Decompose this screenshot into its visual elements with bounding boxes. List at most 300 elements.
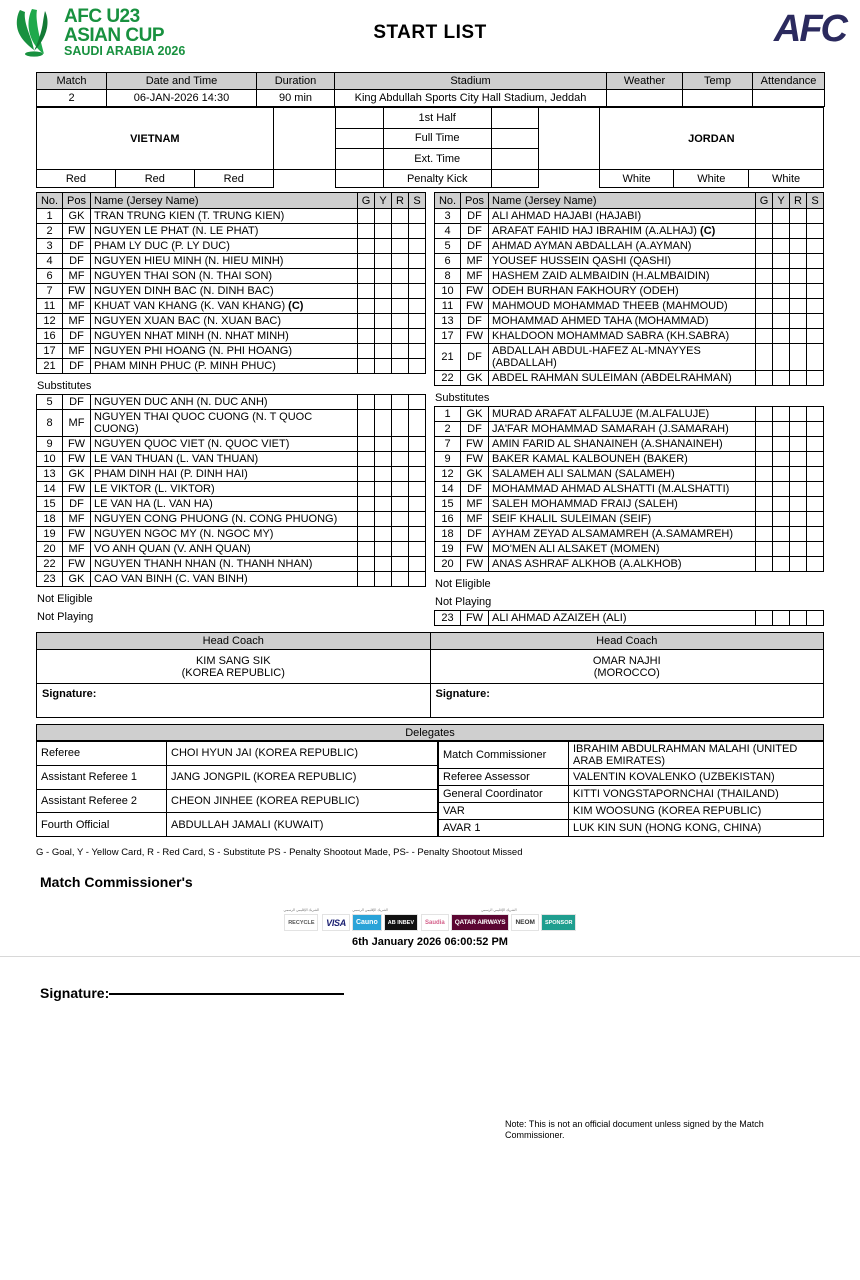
player-number: 12: [435, 467, 461, 482]
label-1st-half: 1st Half: [383, 108, 491, 129]
player-name: KHALDOON MOHAMMAD SABRA (KH.SABRA): [489, 329, 756, 344]
player-number: 18: [37, 512, 63, 527]
player-goal-cell: [756, 557, 773, 572]
player-goal-cell: [358, 224, 375, 239]
player-yellow-cell: [773, 611, 790, 626]
player-red-cell: [790, 497, 807, 512]
player-yellow-cell: [773, 329, 790, 344]
player-sub-cell: [409, 209, 426, 224]
player-name: NGUYEN PHI HOANG (N. PHI HOANG): [91, 344, 358, 359]
away-coach-name: OMAR NAJHI: [592, 654, 661, 667]
player-position: MF: [63, 314, 91, 329]
delegate-row: [439, 769, 824, 786]
player-sub-cell: [807, 371, 824, 386]
player-position: DF: [461, 422, 489, 437]
player-number: 22: [37, 557, 63, 572]
sponsor-caption: الشريك الإقليمي الرسمي: [283, 908, 320, 912]
col-duration: Duration: [257, 73, 335, 90]
delegate-person: LUK KIN SUN (HONG KONG, CHINA): [569, 820, 824, 837]
player-yellow-cell: [375, 209, 392, 224]
player-row: [37, 482, 426, 497]
delegate-row: [439, 742, 824, 769]
player-yellow-cell: [375, 359, 392, 374]
player-goal-cell: [756, 371, 773, 386]
delegate-role: Match Commissioner: [439, 742, 569, 769]
player-goal-cell: [358, 542, 375, 557]
player-number: 23: [435, 611, 461, 626]
delegate-person: IBRAHIM ABDULRAHMAN MALAHI (UNITED ARAB EMIRATES): [569, 742, 824, 769]
th-sub: S: [409, 193, 426, 209]
th-yellow: Y: [773, 193, 790, 209]
player-row: [435, 422, 824, 437]
player-sub-cell: [807, 497, 824, 512]
sponsor-logo-recycle: RECYCLE: [284, 914, 318, 931]
player-sub-cell: [807, 299, 824, 314]
player-yellow-cell: [773, 467, 790, 482]
player-sub-cell: [409, 527, 426, 542]
player-sub-cell: [807, 512, 824, 527]
delegate-row: [37, 742, 438, 766]
player-position: DF: [63, 497, 91, 512]
player-position: FW: [63, 224, 91, 239]
player-yellow-cell: [375, 512, 392, 527]
player-red-cell: [790, 344, 807, 371]
player-yellow-cell: [375, 224, 392, 239]
player-yellow-cell: [375, 467, 392, 482]
player-red-cell: [790, 542, 807, 557]
player-yellow-cell: [773, 371, 790, 386]
player-red-cell: [790, 512, 807, 527]
player-name: ABDALLAH ABDUL-HAFEZ AL-MNAYYES (ABDALLAH): [489, 344, 756, 371]
match-commissioner-label: Match Commissioner's: [40, 874, 193, 890]
col-attendance: Attendance: [753, 73, 825, 90]
player-row: [435, 371, 824, 386]
th-red: R: [790, 193, 807, 209]
match-temp: [683, 90, 753, 107]
player-sub-cell: [409, 497, 426, 512]
delegate-row: [37, 813, 438, 837]
player-yellow-cell: [375, 395, 392, 410]
away-not-playing-body: [435, 611, 824, 626]
player-sub-cell: [409, 557, 426, 572]
player-yellow-cell: [375, 482, 392, 497]
captain-marker: (C): [696, 225, 716, 237]
coach-header-row: [37, 633, 824, 650]
player-sub-cell: [807, 482, 824, 497]
player-goal-cell: [358, 527, 375, 542]
player-red-cell: [790, 269, 807, 284]
footer-divider: [0, 956, 860, 957]
player-red-cell: [392, 512, 409, 527]
away-starters-table: [434, 192, 824, 386]
player-number: 3: [37, 239, 63, 254]
player-number: 11: [435, 299, 461, 314]
player-yellow-cell: [773, 512, 790, 527]
delegate-row: [37, 765, 438, 789]
player-yellow-cell: [375, 344, 392, 359]
home-substitutes-label: Substitutes: [37, 380, 92, 392]
player-red-cell: [392, 542, 409, 557]
player-position: DF: [63, 329, 91, 344]
sponsor-group: [322, 908, 418, 931]
player-position: FW: [63, 482, 91, 497]
player-name: BAKER KAMAL KALBOUNEH (BAKER): [489, 452, 756, 467]
player-row: [435, 314, 824, 329]
player-number: 2: [435, 422, 461, 437]
generated-timestamp: 6th January 2026 06:00:52 PM: [352, 936, 508, 948]
player-goal-cell: [358, 269, 375, 284]
player-position: DF: [461, 344, 489, 371]
player-red-cell: [790, 482, 807, 497]
player-sub-cell: [409, 572, 426, 587]
player-goal-cell: [756, 314, 773, 329]
player-position: MF: [63, 410, 91, 437]
player-goal-cell: [756, 284, 773, 299]
player-number: 17: [435, 329, 461, 344]
player-row: [37, 512, 426, 527]
player-goal-cell: [358, 299, 375, 314]
player-name: ARAFAT FAHID HAJ IBRAHIM (A.ALHAJ) (C): [489, 224, 756, 239]
player-sub-cell: [409, 395, 426, 410]
player-number: 20: [435, 557, 461, 572]
player-row: [37, 314, 426, 329]
logo-line-2: ASIAN CUP: [64, 24, 165, 46]
player-red-cell: [392, 224, 409, 239]
home-score-penalty: [335, 170, 383, 188]
player-goal-cell: [756, 611, 773, 626]
player-goal-cell: [756, 269, 773, 284]
player-name: MAHMOUD MOHAMMAD THEEB (MAHMOUD): [489, 299, 756, 314]
player-red-cell: [392, 269, 409, 284]
player-red-cell: [392, 329, 409, 344]
player-position: FW: [461, 437, 489, 452]
player-goal-cell: [756, 482, 773, 497]
away-team-name: JORDAN: [599, 108, 823, 170]
delegate-role: Referee Assessor: [439, 769, 569, 786]
player-yellow-cell: [773, 254, 790, 269]
page-header: [0, 0, 860, 72]
player-goal-cell: [756, 254, 773, 269]
sponsor-logo-neom: NEOM: [511, 914, 539, 931]
player-yellow-cell: [773, 527, 790, 542]
player-number: 5: [435, 239, 461, 254]
player-row: [435, 497, 824, 512]
player-row: [435, 557, 824, 572]
player-red-cell: [392, 452, 409, 467]
player-sub-cell: [409, 254, 426, 269]
player-yellow-cell: [773, 209, 790, 224]
player-position: DF: [461, 239, 489, 254]
player-red-cell: [392, 497, 409, 512]
signature-line[interactable]: [109, 993, 344, 995]
player-goal-cell: [756, 527, 773, 542]
player-goal-cell: [358, 359, 375, 374]
player-yellow-cell: [773, 299, 790, 314]
player-name: LE VAN HA (L. VAN HA): [91, 497, 358, 512]
player-row: [435, 452, 824, 467]
player-row: [37, 452, 426, 467]
player-yellow-cell: [375, 557, 392, 572]
col-stadium: Stadium: [335, 73, 607, 90]
player-name: AYHAM ZEYAD ALSAMAMREH (A.SAMAMREH): [489, 527, 756, 542]
player-row: [435, 482, 824, 497]
match-weather: [607, 90, 683, 107]
player-sub-cell: [807, 269, 824, 284]
player-name: NGUYEN CONG PHUONG (N. CONG PHUONG): [91, 512, 358, 527]
match-info-table: [36, 72, 825, 107]
player-red-cell: [392, 527, 409, 542]
player-position: FW: [63, 284, 91, 299]
score-row-1: [37, 108, 824, 129]
player-name: AHMAD AYMAN ABDALLAH (A.AYMAN): [489, 239, 756, 254]
player-goal-cell: [358, 344, 375, 359]
player-name: NGUYEN THANH NHAN (N. THANH NHAN): [91, 557, 358, 572]
player-goal-cell: [358, 239, 375, 254]
label-full-time: Full Time: [383, 128, 491, 149]
player-position: FW: [63, 437, 91, 452]
player-position: FW: [461, 557, 489, 572]
player-position: DF: [461, 224, 489, 239]
player-name: LE VAN THUAN (L. VAN THUAN): [91, 452, 358, 467]
player-goal-cell: [756, 344, 773, 371]
player-position: FW: [461, 299, 489, 314]
player-position: DF: [63, 395, 91, 410]
away-head-coach: [430, 650, 824, 684]
player-goal-cell: [756, 542, 773, 557]
legend-text: G - Goal, Y - Yellow Card, R - Red Card, S - Substitute PS - Penalty Shootout Made, PS- - Penalty Shootout Missed: [36, 847, 523, 858]
player-yellow-cell: [375, 527, 392, 542]
player-sub-cell: [807, 407, 824, 422]
th-pos: Pos: [461, 193, 489, 209]
home-score-1st-half: [335, 108, 383, 129]
away-score-spacer: [539, 108, 599, 170]
player-row: [435, 512, 824, 527]
player-number: 16: [435, 512, 461, 527]
player-sub-cell: [409, 452, 426, 467]
player-yellow-cell: [773, 452, 790, 467]
player-position: GK: [63, 572, 91, 587]
player-yellow-cell: [375, 410, 392, 437]
player-name: NGUYEN XUAN BAC (N. XUAN BAC): [91, 314, 358, 329]
player-position: FW: [461, 611, 489, 626]
player-position: MF: [63, 512, 91, 527]
player-sub-cell: [409, 329, 426, 344]
player-row: [435, 344, 824, 371]
player-yellow-cell: [375, 299, 392, 314]
player-red-cell: [392, 437, 409, 452]
player-number: 7: [435, 437, 461, 452]
player-name: ALI AHMAD HAJABI (HAJABI): [489, 209, 756, 224]
player-goal-cell: [358, 314, 375, 329]
away-coach-signature[interactable]: Signature:: [430, 684, 824, 718]
player-sub-cell: [807, 239, 824, 254]
delegates-section: [36, 724, 824, 837]
away-score-1st-half: [491, 108, 539, 129]
bottom-signature-label: Signature:: [40, 985, 110, 1001]
player-red-cell: [392, 359, 409, 374]
player-sub-cell: [807, 314, 824, 329]
player-yellow-cell: [773, 482, 790, 497]
delegate-person: JANG JONGPIL (KOREA REPUBLIC): [167, 765, 438, 789]
player-position: DF: [461, 482, 489, 497]
player-goal-cell: [358, 329, 375, 344]
player-row: [37, 572, 426, 587]
player-row: [37, 359, 426, 374]
home-coach-signature[interactable]: Signature:: [37, 684, 431, 718]
player-position: DF: [63, 239, 91, 254]
player-yellow-cell: [375, 269, 392, 284]
player-sub-cell: [409, 410, 426, 437]
player-sub-cell: [807, 422, 824, 437]
player-red-cell: [790, 527, 807, 542]
player-goal-cell: [358, 284, 375, 299]
delegates-right-table: [438, 741, 824, 837]
home-score-ext-time: [335, 149, 383, 170]
player-yellow-cell: [773, 422, 790, 437]
player-row: [37, 467, 426, 482]
delegate-person: CHEON JINHEE (KOREA REPUBLIC): [167, 789, 438, 813]
player-number: 22: [435, 371, 461, 386]
player-row: [435, 542, 824, 557]
head-coach-table: [36, 632, 824, 718]
player-name: NGUYEN LE PHAT (N. LE PHAT): [91, 224, 358, 239]
player-sub-cell: [409, 542, 426, 557]
player-goal-cell: [358, 497, 375, 512]
th-no: No.: [37, 193, 63, 209]
home-head-coach: [37, 650, 431, 684]
player-row: [37, 557, 426, 572]
away-not-playing-table: [434, 610, 824, 626]
delegate-role: VAR: [439, 803, 569, 820]
player-name: MOHAMMAD AHMAD ALSHATTI (M.ALSHATTI): [489, 482, 756, 497]
delegate-person: CHOI HYUN JAI (KOREA REPUBLIC): [167, 742, 438, 766]
player-number: 13: [435, 314, 461, 329]
player-red-cell: [790, 611, 807, 626]
player-yellow-cell: [773, 542, 790, 557]
player-sub-cell: [409, 239, 426, 254]
player-yellow-cell: [773, 557, 790, 572]
delegates-title: Delegates: [36, 724, 824, 741]
player-red-cell: [392, 482, 409, 497]
player-number: 20: [37, 542, 63, 557]
player-position: GK: [63, 467, 91, 482]
player-sub-cell: [409, 269, 426, 284]
player-number: 10: [37, 452, 63, 467]
player-name: TRAN TRUNG KIEN (T. TRUNG KIEN): [91, 209, 358, 224]
col-temp: Temp: [683, 73, 753, 90]
player-number: 9: [37, 437, 63, 452]
player-red-cell: [392, 572, 409, 587]
player-position: MF: [63, 299, 91, 314]
player-row: [37, 284, 426, 299]
player-name: PHAM LY DUC (P. LY DUC): [91, 239, 358, 254]
logo-line-3: SAUDI ARABIA 2026: [64, 43, 186, 58]
player-name: KHUAT VAN KHANG (K. VAN KHANG) (C): [91, 299, 358, 314]
player-yellow-cell: [375, 284, 392, 299]
player-name: SEIF KHALIL SULEIMAN (SEIF): [489, 512, 756, 527]
home-not-playing-label: Not Playing: [37, 611, 94, 623]
player-position: DF: [461, 314, 489, 329]
away-starters-header: [435, 193, 824, 209]
player-number: 13: [37, 467, 63, 482]
player-name: NGUYEN NGOC MY (N. NGOC MY): [91, 527, 358, 542]
player-position: DF: [63, 254, 91, 269]
player-red-cell: [790, 239, 807, 254]
match-info-value-row: [37, 90, 825, 107]
player-red-cell: [790, 224, 807, 239]
player-name: SALAMEH ALI SALMAN (SALAMEH): [489, 467, 756, 482]
delegate-person: VALENTIN KOVALENKO (UZBEKISTAN): [569, 769, 824, 786]
player-number: 19: [435, 542, 461, 557]
th-red: R: [392, 193, 409, 209]
player-name: PHAM MINH PHUC (P. MINH PHUC): [91, 359, 358, 374]
player-goal-cell: [756, 329, 773, 344]
home-kit-2: Red: [115, 170, 194, 188]
player-red-cell: [790, 422, 807, 437]
th-goal: G: [358, 193, 375, 209]
player-position: GK: [461, 467, 489, 482]
player-number: 11: [37, 299, 63, 314]
player-position: FW: [63, 527, 91, 542]
player-sub-cell: [807, 254, 824, 269]
sponsor-group: [421, 908, 576, 931]
player-sub-cell: [807, 224, 824, 239]
away-substitutes-label: Substitutes: [435, 392, 490, 404]
player-goal-cell: [756, 407, 773, 422]
th-sub: S: [807, 193, 824, 209]
player-number: 15: [435, 497, 461, 512]
player-red-cell: [790, 329, 807, 344]
player-row: [435, 329, 824, 344]
sponsor-logo-dark: AB INBEV: [384, 914, 418, 931]
player-yellow-cell: [773, 224, 790, 239]
match-info-section: [36, 72, 824, 188]
player-name: SALEH MOHAMMAD FRAIJ (SALEH): [489, 497, 756, 512]
delegate-row: [439, 820, 824, 837]
player-sub-cell: [409, 344, 426, 359]
sponsor-group: [284, 908, 320, 931]
head-coach-section: [36, 632, 824, 718]
player-number: 8: [37, 410, 63, 437]
player-yellow-cell: [375, 542, 392, 557]
th-name: Name (Jersey Name): [91, 193, 358, 209]
player-number: 4: [37, 254, 63, 269]
player-yellow-cell: [773, 314, 790, 329]
player-position: FW: [461, 284, 489, 299]
home-head-coach-label: Head Coach: [37, 633, 431, 650]
player-name: NGUYEN DINH BAC (N. DINH BAC): [91, 284, 358, 299]
player-row: [37, 209, 426, 224]
delegates-left-body: [37, 742, 438, 837]
player-number: 12: [37, 314, 63, 329]
player-number: 6: [435, 254, 461, 269]
player-yellow-cell: [375, 314, 392, 329]
delegate-role: General Coordinator: [439, 786, 569, 803]
delegate-row: [439, 803, 824, 820]
player-name: ANAS ASHRAF ALKHOB (A.ALKHOB): [489, 557, 756, 572]
player-position: MF: [461, 512, 489, 527]
player-sub-cell: [807, 452, 824, 467]
bottom-signature-block[interactable]: [40, 985, 860, 1001]
player-number: 17: [37, 344, 63, 359]
away-not-playing-label: Not Playing: [435, 596, 492, 608]
player-goal-cell: [756, 209, 773, 224]
player-row: [37, 329, 426, 344]
player-position: FW: [461, 329, 489, 344]
match-info-header-row: [37, 73, 825, 90]
player-row: [37, 344, 426, 359]
player-yellow-cell: [375, 572, 392, 587]
